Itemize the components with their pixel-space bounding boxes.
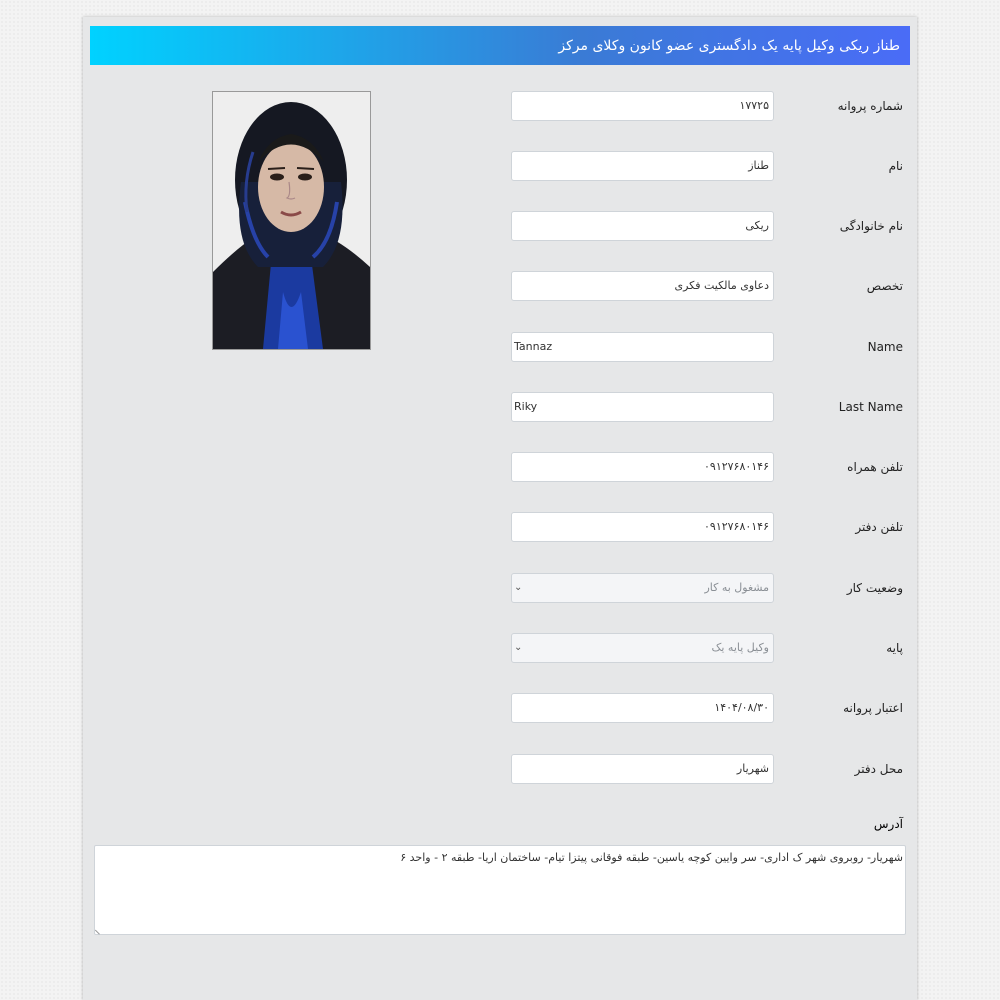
office-location-field[interactable]: شهریار	[511, 754, 774, 784]
row-last-name-en	[83, 392, 917, 422]
mobile-field[interactable]: ۰۹۱۲۷۶۸۰۱۴۶	[511, 452, 774, 482]
specialty-label: تخصص	[866, 279, 903, 293]
address-label: آدرس	[873, 817, 903, 831]
profile-header	[90, 26, 910, 65]
row-specialty	[83, 271, 917, 301]
row-grade	[83, 633, 917, 663]
row-last-name	[83, 211, 917, 241]
work-status-label: وضعیت کار	[846, 581, 903, 595]
office-location-label: محل دفتر	[854, 762, 903, 776]
address-text: شهریار- روبروی شهر ک اداری- سر وایین کوچه یاسین- طبقه فوقانی پیتزا تیام- ساختمان اریا- طبقه ۲ - واحد ۶	[400, 851, 903, 864]
grade-select[interactable]	[511, 633, 774, 663]
grade-value: وکیل پایه یک	[711, 641, 769, 654]
mobile-label: تلفن همراه	[847, 460, 903, 474]
resize-handle-icon[interactable]	[95, 925, 104, 934]
license-number-field[interactable]: ۱۷۷۲۵	[511, 91, 774, 121]
work-status-select[interactable]	[511, 573, 774, 603]
office-phone-label: تلفن دفتر	[855, 520, 903, 534]
row-license-number	[83, 91, 917, 121]
row-license-validity	[83, 693, 917, 723]
grade-label: پایه	[886, 641, 903, 655]
row-mobile	[83, 452, 917, 482]
row-name-en	[83, 332, 917, 362]
work-status-value: مشغول به کار	[704, 581, 769, 594]
license-validity-field[interactable]: ۱۴۰۴/۰۸/۳۰	[511, 693, 774, 723]
last-name-field[interactable]: ریکی	[511, 211, 774, 241]
row-work-status	[83, 573, 917, 603]
last-name-en-label: Last Name	[838, 400, 903, 414]
last-name-en-field[interactable]: Riky	[511, 392, 774, 422]
profile-title: طناز ریکی وکیل پایه یک دادگستری عضو کانون وکلای مرکز	[558, 37, 900, 54]
first-name-label: نام	[888, 159, 903, 173]
office-phone-field[interactable]: ۰۹۱۲۷۶۸۰۱۴۶	[511, 512, 774, 542]
name-en-label: Name	[867, 340, 903, 354]
last-name-label: نام خانوادگی	[839, 219, 903, 233]
chevron-down-icon: ⌄	[514, 582, 523, 593]
specialty-field[interactable]: دعاوی مالکیت فکری	[511, 271, 774, 301]
license-number-label: شماره پروانه	[837, 99, 903, 113]
row-office-phone	[83, 512, 917, 542]
row-first-name	[83, 151, 917, 181]
chevron-down-icon: ⌄	[514, 642, 523, 653]
license-validity-label: اعتبار پروانه	[843, 701, 903, 715]
lawyer-profile-card	[83, 17, 917, 1000]
row-office-location	[83, 754, 917, 784]
name-en-field[interactable]: Tannaz	[511, 332, 774, 362]
first-name-field[interactable]: طناز	[511, 151, 774, 181]
address-textarea[interactable]	[94, 845, 906, 935]
